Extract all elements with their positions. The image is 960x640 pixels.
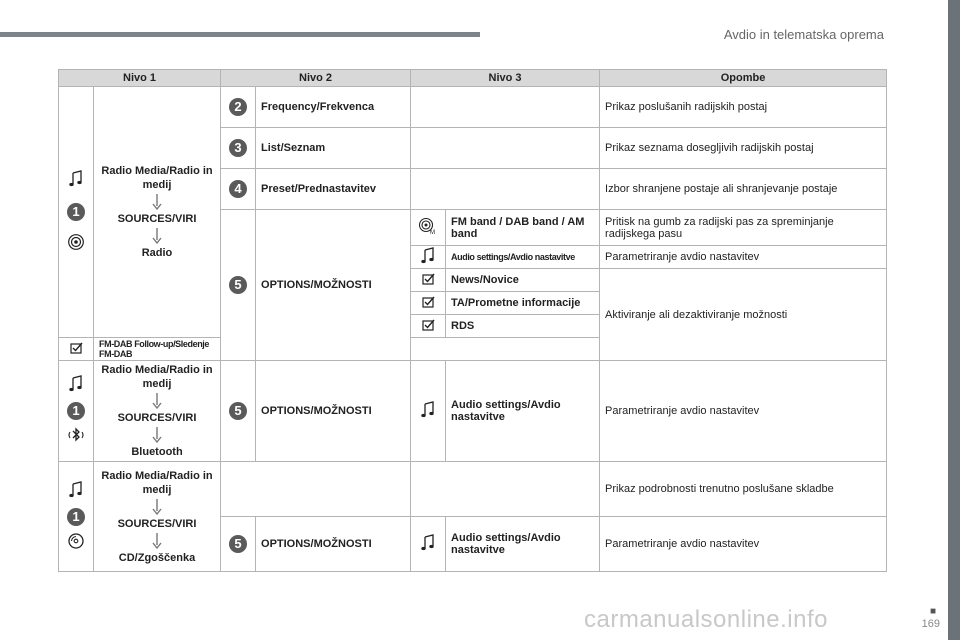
level3-cell xyxy=(411,87,600,128)
arrow-down-icon xyxy=(152,393,162,409)
note-cell: Parametriranje avdio nastavitev xyxy=(600,361,887,462)
checkbox-icon xyxy=(419,293,437,311)
level2-badge-cell xyxy=(221,517,256,572)
note-cell: Pritisk na gumb za radijski pas za spreminjanje radijskega pasu xyxy=(600,210,887,246)
col-header-nivo1: Nivo 1 xyxy=(59,70,221,87)
level1-icons-cd xyxy=(59,462,94,572)
level2-label: OPTIONS/MOŽNOSTI xyxy=(256,361,411,462)
step-badge: 2 xyxy=(229,98,247,116)
table-row xyxy=(59,87,887,128)
level3-empty-cell xyxy=(411,462,600,517)
level2-badge-cell xyxy=(221,210,256,361)
arrow-down-icon xyxy=(152,533,162,549)
sources-label: SOURCES/VIRI xyxy=(117,412,197,424)
level3-icon-cell xyxy=(411,315,446,338)
col-header-opombe: Opombe xyxy=(600,70,887,87)
level3-icon-cell xyxy=(411,292,446,315)
page-number: 169 xyxy=(921,618,940,630)
step-badge: 1 xyxy=(67,402,85,420)
source-type-label: Radio xyxy=(141,247,173,259)
level2-empty-cell xyxy=(221,462,411,517)
arrow-down-icon xyxy=(152,228,162,244)
level3-label: Audio settings/Avdio nastavitve xyxy=(446,361,600,462)
checkbox-icon xyxy=(67,339,85,357)
music-note-icon xyxy=(67,375,85,393)
side-tab xyxy=(948,0,960,640)
step-badge: 1 xyxy=(67,508,85,526)
level3-label: Audio settings/Avdio nastavitve xyxy=(446,517,600,572)
music-note-icon xyxy=(419,534,437,552)
level2-badge-cell xyxy=(221,128,256,169)
note-cell: Prikaz poslušanih radijskih postaj xyxy=(600,87,887,128)
fm-radio-icon xyxy=(419,217,437,235)
note-cell: Prikaz seznama dosegljivih radijskih postaj xyxy=(600,128,887,169)
level3-label: FM-DAB Follow-up/Sledenje FM-DAB xyxy=(94,338,221,361)
level2-label: OPTIONS/MOŽNOSTI xyxy=(256,517,411,572)
step-badge: 4 xyxy=(229,180,247,198)
note-cell: Parametriranje avdio nastavitev xyxy=(600,246,887,269)
section-title: Avdio in telematska oprema xyxy=(723,27,884,42)
step-badge: 3 xyxy=(229,139,247,157)
table-row xyxy=(59,462,887,517)
source-path-bluetooth xyxy=(94,361,221,462)
svg-text:M: M xyxy=(430,230,436,235)
bluetooth-audio-icon xyxy=(67,426,85,444)
level2-label: OPTIONS/MOŽNOSTI xyxy=(256,210,411,361)
level3-cell xyxy=(411,169,600,210)
checkbox-icon xyxy=(419,316,437,334)
source-path-radio xyxy=(94,87,221,338)
note-cell: Parametriranje avdio nastavitev xyxy=(600,517,887,572)
menu-table xyxy=(58,69,887,572)
arrow-down-icon xyxy=(152,427,162,443)
level3-label: RDS xyxy=(446,315,600,338)
level3-label: FM band / DAB band / AM band xyxy=(446,210,600,246)
step-badge: 1 xyxy=(67,203,85,221)
level2-badge-cell xyxy=(221,361,256,462)
note-cell: Prikaz podrobnosti trenutno poslušane skladbe xyxy=(600,462,887,517)
step-badge: 5 xyxy=(229,535,247,553)
music-note-icon xyxy=(67,170,85,188)
arrow-down-icon xyxy=(152,499,162,515)
checkbox-icon xyxy=(419,270,437,288)
level1-icons-radio xyxy=(59,87,94,338)
level3-label: Audio settings/Avdio nastavitve xyxy=(446,246,600,269)
source-label: Radio Media/Radio in medij xyxy=(101,469,213,496)
level3-icon-cell xyxy=(411,210,446,246)
note-cell: Izbor shranjene postaje ali shranjevanje postaje xyxy=(600,169,887,210)
music-note-icon xyxy=(67,481,85,499)
sources-label: SOURCES/VIRI xyxy=(117,517,197,530)
level3-icon-cell xyxy=(411,246,446,269)
level1-icons-bluetooth xyxy=(59,361,94,462)
col-header-nivo2: Nivo 2 xyxy=(221,70,411,87)
table-row xyxy=(59,361,887,462)
cd-disc-icon xyxy=(67,532,85,550)
step-badge: 5 xyxy=(229,402,247,420)
level2-label: Frequency/Frekvenca xyxy=(256,87,411,128)
music-note-icon xyxy=(419,247,437,265)
header-rule xyxy=(0,32,480,37)
step-badge: 5 xyxy=(229,276,247,294)
level3-label: TA/Prometne informacije xyxy=(446,292,600,315)
level3-icon-cell xyxy=(411,269,446,292)
level2-badge-cell xyxy=(221,169,256,210)
music-note-icon xyxy=(419,401,437,419)
note-cell: Aktiviranje ali dezaktiviranje možnosti xyxy=(600,269,887,361)
level2-label: List/Seznam xyxy=(256,128,411,169)
source-path-cd xyxy=(94,462,221,572)
level3-icon-cell xyxy=(411,517,446,572)
col-header-nivo3: Nivo 3 xyxy=(411,70,600,87)
level2-label: Preset/Prednastavitev xyxy=(256,169,411,210)
footer-marker: ■ xyxy=(929,606,936,617)
radio-wave-icon xyxy=(67,233,85,251)
arrow-down-icon xyxy=(152,194,162,210)
source-label: Radio Media/Radio in medij xyxy=(101,165,213,191)
sources-label: SOURCES/VIRI xyxy=(117,213,197,225)
level3-icon-cell xyxy=(59,338,94,361)
level3-label: News/Novice xyxy=(446,269,600,292)
table-header-row xyxy=(59,70,887,87)
source-label: Radio Media/Radio in medij xyxy=(101,364,213,390)
source-type-label: Bluetooth xyxy=(131,446,183,458)
level2-badge-cell xyxy=(221,87,256,128)
level3-icon-cell xyxy=(411,361,446,462)
watermark: carmanualsonline.info xyxy=(584,606,828,633)
source-type-label: CD/Zgoščenka xyxy=(118,551,196,564)
level3-cell xyxy=(411,128,600,169)
